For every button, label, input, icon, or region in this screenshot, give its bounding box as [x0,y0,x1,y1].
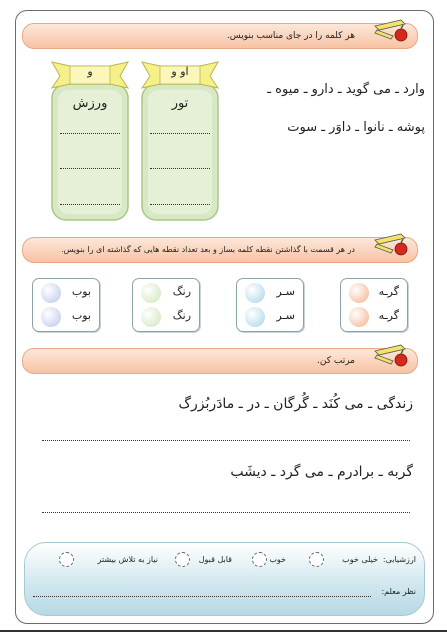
count-circle[interactable] [141,283,161,303]
card-word-bottom: سـر [276,309,295,322]
card-word-bottom: گر‌ـه [378,309,399,322]
word-list-line-2: پوشه ـ نانوا ـ داوَر ـ سوت [287,120,425,135]
pencil-apple-icon [371,18,411,44]
box-right-tag: او و [171,65,189,78]
card-word-bottom: بوب [71,309,91,322]
dot-card-3 [132,278,200,332]
option-good-label: خوب [269,555,286,564]
word-boxes-graphic [50,56,230,226]
teacher-comment-line[interactable] [33,596,371,597]
count-circle[interactable] [141,307,161,327]
option-needs-effort-label: نیاز به تلاش بیشتر [97,555,158,564]
instruction-text-1: هر کلمه را در جای مناسب بنویس. [226,31,355,41]
scramble-sentence-2: گربه ـ برادرم ـ می گرد ـ دیشَب [230,464,413,480]
teacher-comment-label: نظر معلم: [381,587,416,596]
dot-card-1 [340,278,408,332]
scramble-sentence-1: زندگی ـ می کُنَد ـ گُرگان ـ در ـ مادَربُزرگ [178,396,413,412]
option-needs-effort-radio[interactable] [59,552,74,567]
count-circle[interactable] [349,307,369,327]
answer-line-1[interactable] [42,440,410,441]
box-right-line-2[interactable] [150,168,210,169]
instruction-text-3: مرتب کن. [317,356,355,366]
option-good-radio[interactable] [252,552,267,567]
card-word-top: گر‌ـه [378,285,399,298]
box-left-word: ورزش [72,96,108,111]
card-word-top: بوب [71,285,91,298]
box-left-line-1[interactable] [60,133,120,134]
evaluation-panel [24,542,425,616]
instruction-text-2: در هر قسمت با گذاشتن نقطه کلمه بساز و بعد تعداد نقطه هایی که گذاشته ای را بنویس. [61,245,355,254]
count-circle[interactable] [245,283,265,303]
card-word-bottom: رنگ [172,309,191,322]
box-left-line-3[interactable] [60,204,120,205]
option-acceptable-radio[interactable] [175,552,190,567]
instruction-banner-1 [22,23,418,49]
count-circle[interactable] [349,283,369,303]
page-bottom-rule [0,630,447,632]
card-word-top: رنگ [172,285,191,298]
box-left [52,62,128,220]
option-acceptable-label: قابل قبول [198,555,232,564]
box-right-word: تور [171,96,189,111]
instruction-banner-2 [22,237,418,263]
pencil-apple-icon [371,343,411,369]
dot-card-4 [32,278,100,332]
count-circle[interactable] [245,307,265,327]
pencil-apple-icon [371,232,411,258]
count-circle[interactable] [41,307,61,327]
option-very-good-radio[interactable] [309,552,324,567]
card-word-top: سـر [276,285,295,298]
count-circle[interactable] [41,283,61,303]
box-left-tag: و [87,65,93,78]
instruction-banner-3 [22,348,418,374]
evaluation-label: ارزشیابی: [382,555,416,564]
dot-card-2 [236,278,304,332]
box-left-line-2[interactable] [60,168,120,169]
box-right-line-3[interactable] [150,204,210,205]
answer-line-2[interactable] [42,512,410,513]
box-right-line-1[interactable] [150,133,210,134]
option-very-good-label: خیلی خوب [342,555,378,564]
word-list-line-1: وارد ـ می گوید ـ دارو ـ میوه ـ [267,82,425,97]
box-right [142,62,218,220]
